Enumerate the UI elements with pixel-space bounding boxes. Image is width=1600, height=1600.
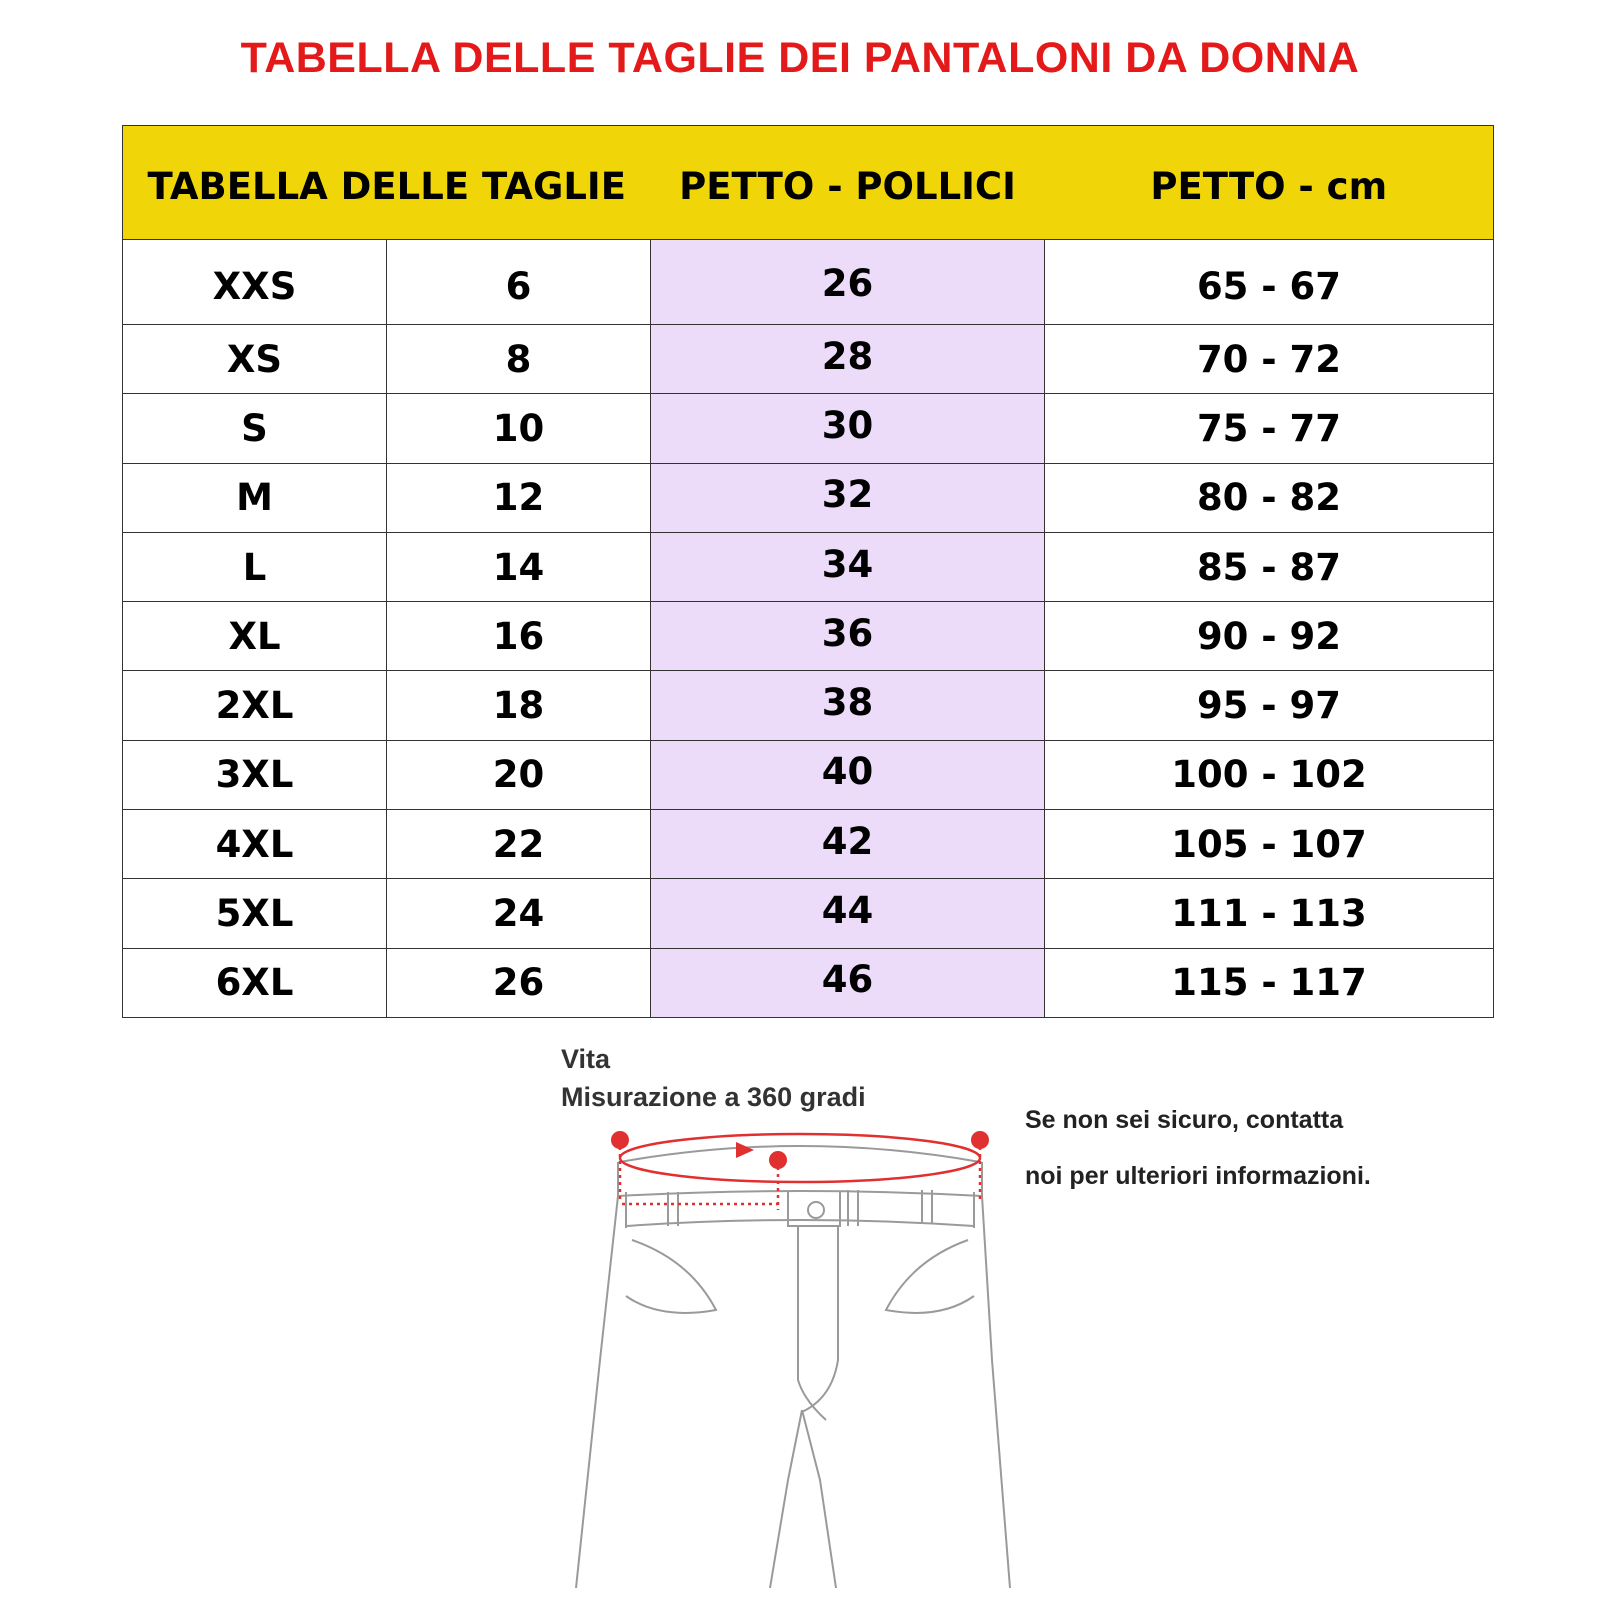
chest-inch-cell: 30 [651,394,1045,463]
table-row [123,394,1494,463]
table-row [123,879,1494,948]
trousers-waist-measure-icon [540,1100,1060,1600]
table-row [123,532,1494,601]
chest-cm-cell: 80 - 82 [1045,463,1494,532]
uk-size-cell: 22 [387,810,651,879]
table-row [123,740,1494,809]
chest-cm-cell: 75 - 77 [1045,394,1494,463]
chest-inch-cell: 28 [651,325,1045,394]
uk-size-cell: 18 [387,671,651,740]
size-cell: L [123,532,387,601]
size-cell: 5XL [123,879,387,948]
size-cell: 6XL [123,948,387,1017]
chest-cm-cell: 115 - 117 [1045,948,1494,1017]
table-body [123,240,1494,1018]
contact-note [1025,1092,1545,1204]
chest-cm-cell: 85 - 87 [1045,532,1494,601]
header-cm: PETTO - cm [1045,126,1494,240]
header-row [123,126,1494,240]
chest-inch-cell: 26 [651,240,1045,325]
size-cell: XL [123,602,387,671]
table-row [123,948,1494,1017]
uk-size-cell: 6 [387,240,651,325]
contact-note-line2: noi per ulteriori informazioni. [1025,1162,1371,1190]
table-row [123,602,1494,671]
uk-size-cell: 20 [387,740,651,809]
size-cell: XXS [123,240,387,325]
chest-cm-cell: 65 - 67 [1045,240,1494,325]
uk-size-cell: 10 [387,394,651,463]
size-cell: XS [123,325,387,394]
contact-note-line1: Se non sei sicuro, contatta [1025,1106,1344,1134]
chest-inch-cell: 38 [651,671,1045,740]
chest-inch-cell: 36 [651,602,1045,671]
chest-cm-cell: 105 - 107 [1045,810,1494,879]
size-cell: M [123,463,387,532]
table-row [123,240,1494,325]
header-inch: PETTO - POLLICI [651,126,1045,240]
uk-size-cell: 26 [387,948,651,1017]
uk-size-cell: 8 [387,325,651,394]
uk-size-cell: 14 [387,532,651,601]
chest-inch-cell: 34 [651,532,1045,601]
size-table [122,125,1494,1018]
uk-size-cell: 12 [387,463,651,532]
size-cell: 2XL [123,671,387,740]
chest-cm-cell: 95 - 97 [1045,671,1494,740]
chest-inch-cell: 44 [651,879,1045,948]
chest-inch-cell: 42 [651,810,1045,879]
uk-size-cell: 24 [387,879,651,948]
chest-inch-cell: 40 [651,740,1045,809]
chest-cm-cell: 90 - 92 [1045,602,1494,671]
waist-label-subtitle: Misurazione a 360 gradi [561,1082,866,1112]
chest-cm-cell: 70 - 72 [1045,325,1494,394]
page-title: TABELLA DELLE TAGLIE DEI PANTALONI DA DONNA [240,34,1360,82]
uk-size-cell: 16 [387,602,651,671]
size-cell: S [123,394,387,463]
table-row [123,463,1494,532]
chest-inch-cell: 46 [651,948,1045,1017]
waist-label-title: Vita [561,1044,611,1074]
size-cell: 4XL [123,810,387,879]
table-row [123,810,1494,879]
chest-inch-cell: 32 [651,463,1045,532]
size-cell: 3XL [123,740,387,809]
table-row [123,671,1494,740]
chest-cm-cell: 111 - 113 [1045,879,1494,948]
table-row [123,325,1494,394]
header-size: TABELLA DELLE TAGLIE [123,126,651,240]
chest-cm-cell: 100 - 102 [1045,740,1494,809]
